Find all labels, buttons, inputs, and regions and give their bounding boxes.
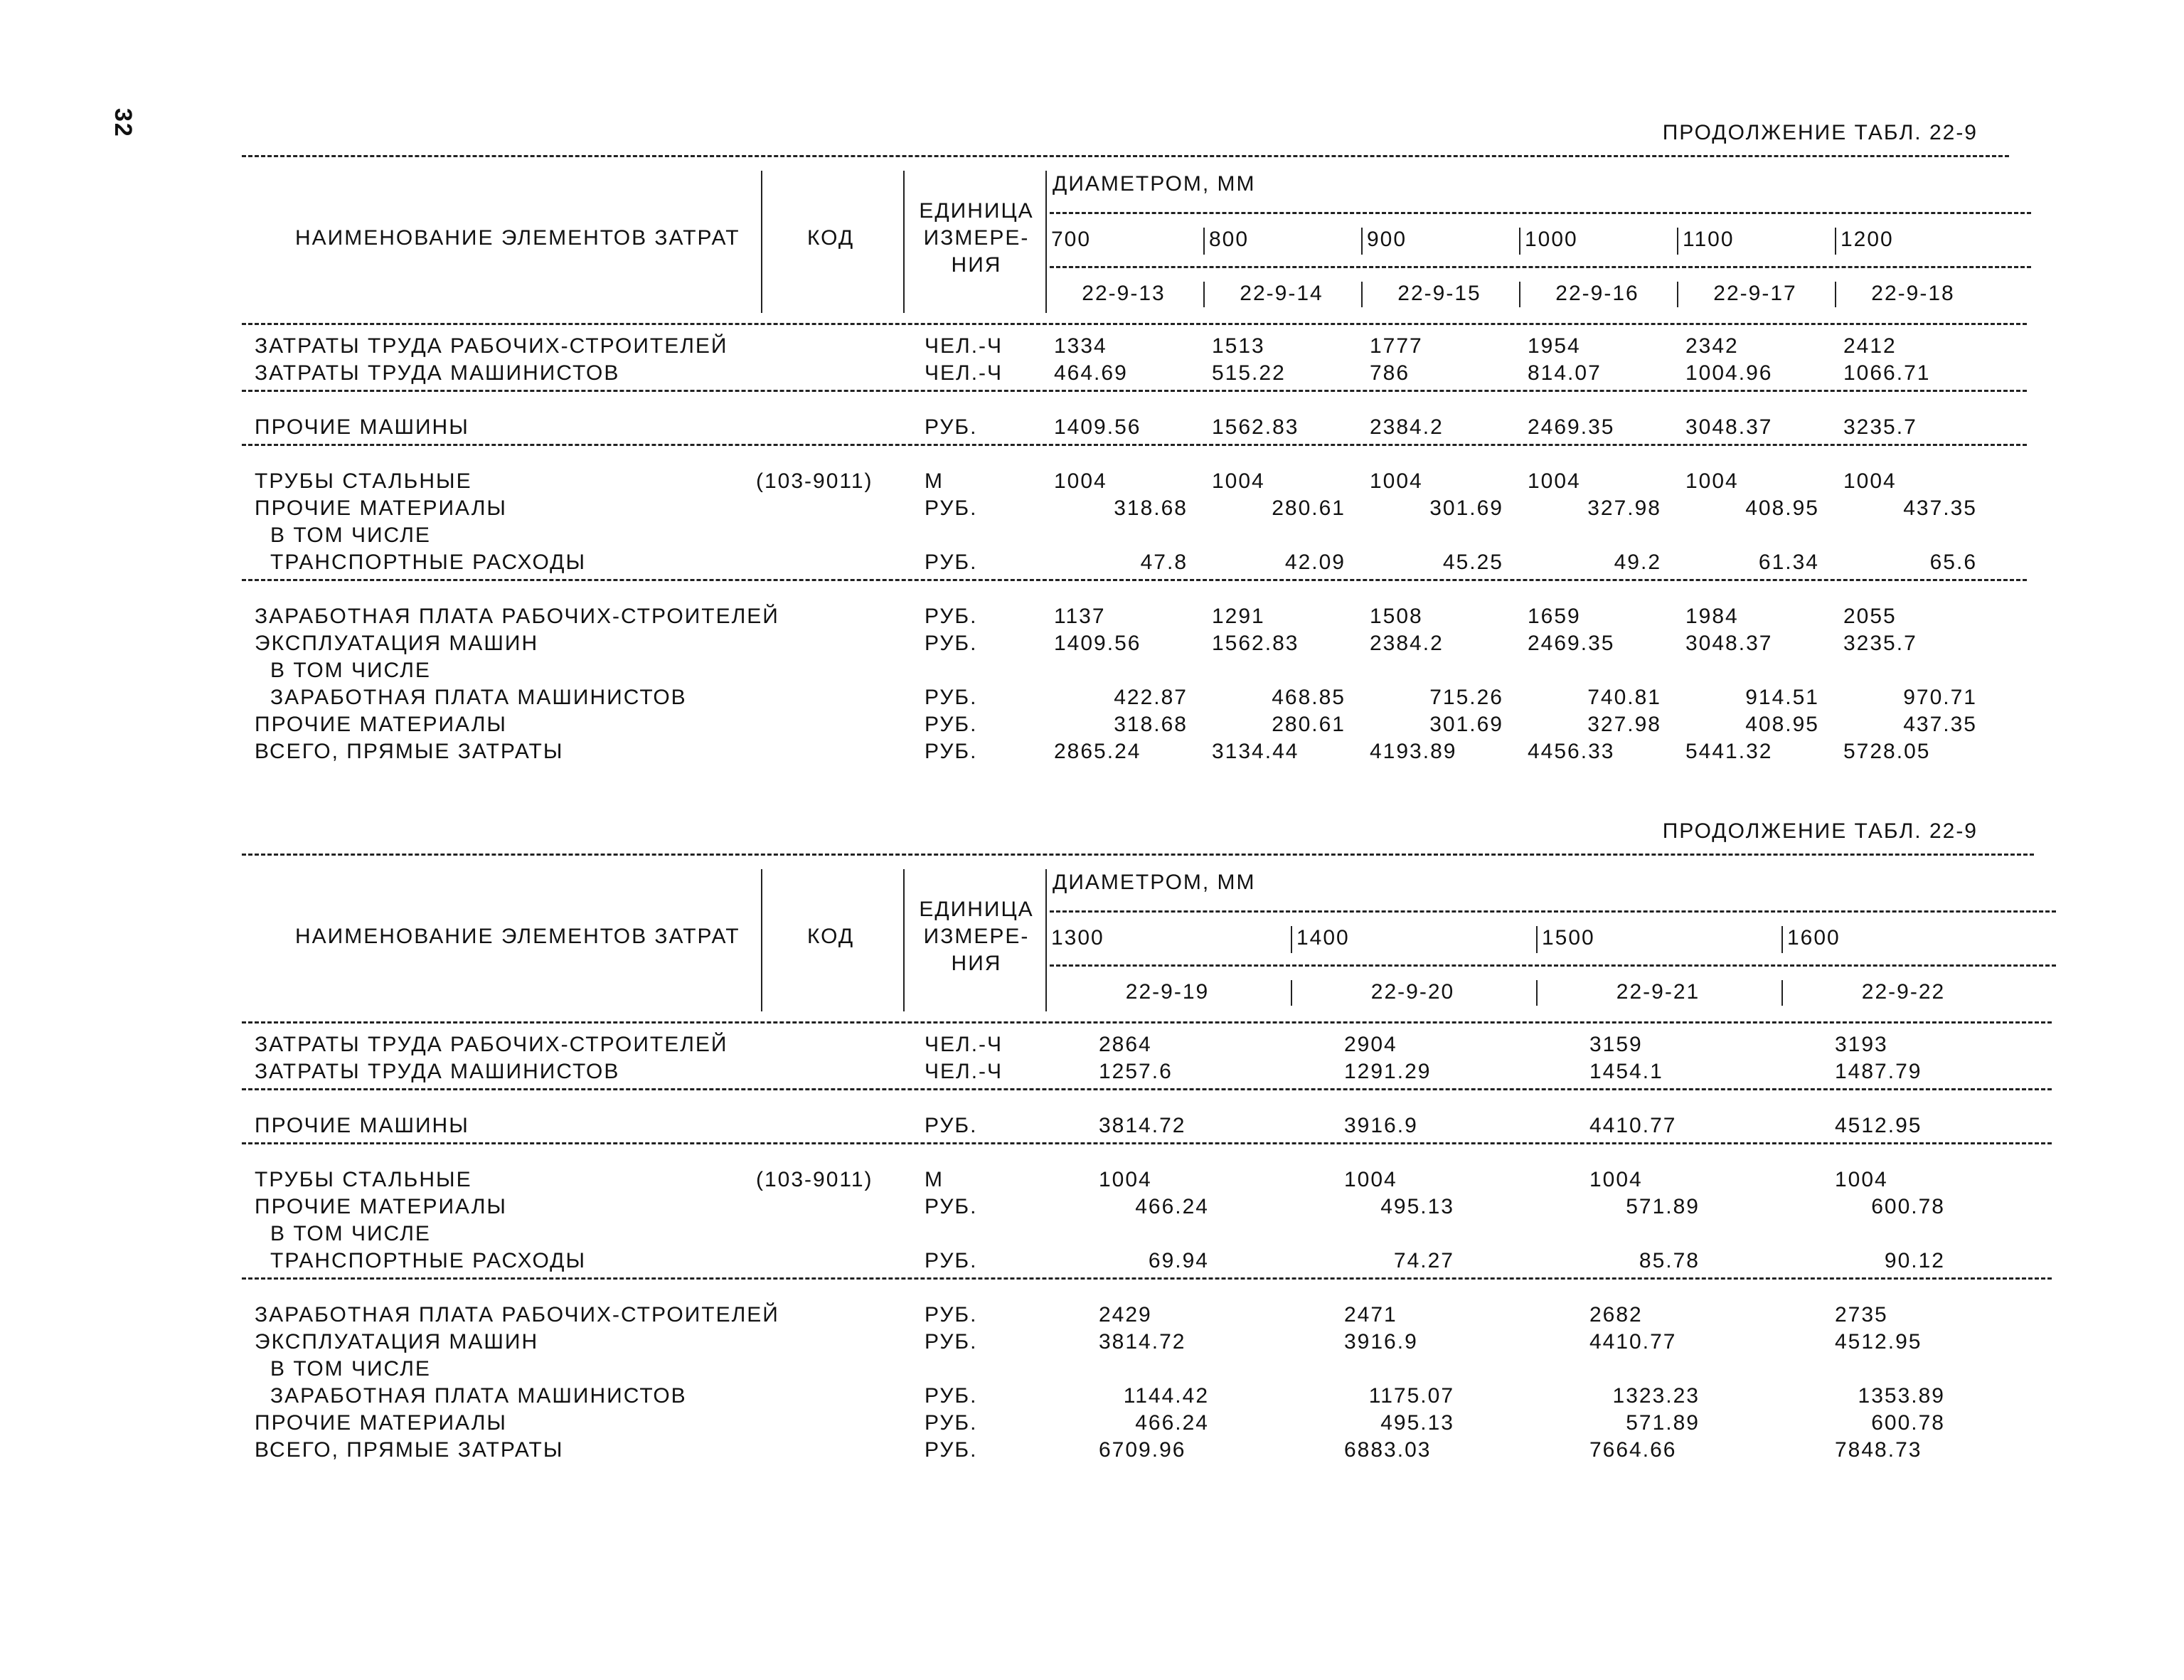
row-value: 1562.83 bbox=[1212, 415, 1299, 439]
row-label: ПРОЧИЕ МАШИНЫ bbox=[255, 415, 469, 439]
header-separator bbox=[903, 171, 905, 313]
header-rule bbox=[1050, 266, 2031, 268]
row-value: 571.89 bbox=[1626, 1195, 1700, 1218]
column-separator bbox=[1291, 980, 1292, 1006]
row-value: 1175.07 bbox=[1368, 1384, 1454, 1408]
row-value: 466.24 bbox=[1135, 1195, 1209, 1218]
row-value: 7848.73 bbox=[1835, 1438, 1922, 1462]
row-label: ПРОЧИЕ МАТЕРИАЛЫ bbox=[255, 496, 507, 520]
row-label: ПРОЧИЕ МАТЕРИАЛЫ bbox=[255, 713, 507, 736]
header-group: ДИАМЕТРОМ, ММ bbox=[1053, 871, 1256, 894]
row-label: ЭКСПЛУАТАЦИЯ МАШИН bbox=[255, 632, 539, 655]
row-unit: РУБ. bbox=[925, 1438, 978, 1462]
row-label: В ТОМ ЧИСЛЕ bbox=[270, 1222, 431, 1245]
column-separator bbox=[1361, 282, 1363, 307]
diameter-label: 1100 bbox=[1683, 228, 1735, 251]
row-value: 1004 bbox=[1685, 469, 1739, 493]
row-value: 1291 bbox=[1212, 605, 1265, 628]
column-separator bbox=[1536, 926, 1538, 953]
row-value: 1562.83 bbox=[1212, 632, 1299, 655]
row-label: ЗАРАБОТНАЯ ПЛАТА МАШИНИСТОВ bbox=[270, 686, 687, 709]
row-value: 4410.77 bbox=[1589, 1114, 1677, 1137]
row-value: 2412 bbox=[1843, 334, 1897, 358]
header-separator bbox=[1045, 171, 1047, 313]
row-value: 466.24 bbox=[1135, 1411, 1209, 1435]
row-unit: ЧЕЛ.-Ч bbox=[925, 334, 1003, 358]
row-value: 42.09 bbox=[1284, 551, 1346, 574]
row-code: (103-9011) bbox=[756, 469, 873, 493]
column-code: 22-9-22 bbox=[1861, 980, 1946, 1004]
row-label: ВСЕГО, ПРЯМЫЕ ЗАТРАТЫ bbox=[255, 740, 564, 763]
header-name: НАИМЕНОВАНИЕ ЭЛЕМЕНТОВ ЗАТРАТ bbox=[295, 226, 740, 250]
row-value: 4512.95 bbox=[1835, 1330, 1922, 1354]
row-value: 1004 bbox=[1099, 1168, 1152, 1191]
row-value: 2469.35 bbox=[1528, 415, 1615, 439]
row-label: ЗАРАБОТНАЯ ПЛАТА МАШИНИСТОВ bbox=[270, 1384, 687, 1408]
row-value: 3134.44 bbox=[1212, 740, 1299, 763]
row-unit: РУБ. bbox=[925, 1330, 978, 1354]
row-value: 1353.89 bbox=[1858, 1384, 1945, 1408]
column-code: 22-9-16 bbox=[1555, 282, 1639, 305]
diameter-label: 1600 bbox=[1787, 926, 1841, 950]
row-value: 2865.24 bbox=[1054, 740, 1141, 763]
column-code: 22-9-15 bbox=[1397, 282, 1481, 305]
row-value: 408.95 bbox=[1745, 496, 1819, 520]
row-value: 1323.23 bbox=[1612, 1384, 1700, 1408]
row-value: 3916.9 bbox=[1344, 1114, 1418, 1137]
header-unit-line: ЕДИНИЦА bbox=[919, 898, 1034, 921]
row-value: 1454.1 bbox=[1589, 1060, 1663, 1083]
diameter-label: 1400 bbox=[1296, 926, 1350, 950]
column-code: 22-9-13 bbox=[1082, 282, 1166, 305]
row-unit: РУБ. bbox=[925, 496, 978, 520]
row-value: 495.13 bbox=[1380, 1195, 1454, 1218]
column-separator bbox=[1519, 228, 1520, 255]
row-value: 2055 bbox=[1843, 605, 1897, 628]
header-bottom-rule bbox=[242, 1021, 2052, 1024]
row-label: ЗАТРАТЫ ТРУДА МАШИНИСТОВ bbox=[255, 1060, 620, 1083]
row-label: ПРОЧИЕ МАТЕРИАЛЫ bbox=[255, 1411, 507, 1435]
row-label: В ТОМ ЧИСЛЕ bbox=[270, 523, 431, 547]
row-value: 6883.03 bbox=[1344, 1438, 1432, 1462]
row-value: 2682 bbox=[1589, 1303, 1643, 1327]
header-separator bbox=[1045, 869, 1047, 1011]
row-value: 1487.79 bbox=[1835, 1060, 1922, 1083]
group-rule bbox=[242, 390, 2027, 392]
row-value: 1004 bbox=[1054, 469, 1107, 493]
row-label: ЭКСПЛУАТАЦИЯ МАШИН bbox=[255, 1330, 539, 1354]
row-value: 4456.33 bbox=[1528, 740, 1615, 763]
row-label: В ТОМ ЧИСЛЕ bbox=[270, 659, 431, 682]
header-name: НАИМЕНОВАНИЕ ЭЛЕМЕНТОВ ЗАТРАТ bbox=[295, 925, 740, 948]
row-value: 740.81 bbox=[1587, 686, 1661, 709]
row-value: 327.98 bbox=[1587, 713, 1661, 736]
row-value: 280.61 bbox=[1272, 713, 1346, 736]
header-bottom-rule bbox=[242, 323, 2027, 325]
column-separator bbox=[1835, 228, 1836, 255]
column-code: 22-9-17 bbox=[1713, 282, 1797, 305]
row-value: 1777 bbox=[1370, 334, 1423, 358]
diameter-label: 1200 bbox=[1841, 228, 1894, 251]
row-value: 970.71 bbox=[1903, 686, 1977, 709]
row-unit: РУБ. bbox=[925, 632, 978, 655]
group-rule bbox=[242, 579, 2027, 581]
row-value: 495.13 bbox=[1380, 1411, 1454, 1435]
column-code: 22-9-18 bbox=[1871, 282, 1955, 305]
header-separator bbox=[903, 869, 905, 1011]
row-value: 90.12 bbox=[1884, 1249, 1945, 1272]
header-code: КОД bbox=[807, 226, 855, 250]
row-unit: РУБ. bbox=[925, 686, 978, 709]
row-value: 1144.42 bbox=[1123, 1384, 1209, 1408]
group-rule bbox=[242, 1088, 2052, 1090]
row-label: ТРАНСПОРТНЫЕ РАСХОДЫ bbox=[270, 551, 587, 574]
row-value: 3235.7 bbox=[1843, 415, 1917, 439]
row-value: 318.68 bbox=[1114, 713, 1188, 736]
row-value: 65.6 bbox=[1929, 551, 1977, 574]
row-value: 3048.37 bbox=[1685, 632, 1773, 655]
row-value: 2342 bbox=[1685, 334, 1739, 358]
column-separator bbox=[1835, 282, 1836, 307]
row-value: 600.78 bbox=[1871, 1195, 1945, 1218]
row-value: 280.61 bbox=[1272, 496, 1346, 520]
column-separator bbox=[1203, 282, 1205, 307]
row-value: 5728.05 bbox=[1843, 740, 1931, 763]
row-value: 4512.95 bbox=[1835, 1114, 1922, 1137]
row-value: 2429 bbox=[1099, 1303, 1152, 1327]
row-value: 2469.35 bbox=[1528, 632, 1615, 655]
row-value: 1659 bbox=[1528, 605, 1581, 628]
row-value: 7664.66 bbox=[1589, 1438, 1677, 1462]
row-value: 1508 bbox=[1370, 605, 1423, 628]
column-separator bbox=[1536, 980, 1538, 1006]
row-value: 3916.9 bbox=[1344, 1330, 1418, 1354]
row-value: 464.69 bbox=[1054, 361, 1128, 385]
row-value: 437.35 bbox=[1903, 496, 1977, 520]
group-rule bbox=[242, 444, 2027, 446]
row-value: 814.07 bbox=[1528, 361, 1602, 385]
row-value: 468.85 bbox=[1272, 686, 1346, 709]
row-value: 1409.56 bbox=[1054, 632, 1141, 655]
row-value: 571.89 bbox=[1626, 1411, 1700, 1435]
header-rule bbox=[1050, 964, 2056, 967]
row-label: ПРОЧИЕ МАТЕРИАЛЫ bbox=[255, 1195, 507, 1218]
row-value: 2384.2 bbox=[1370, 415, 1444, 439]
row-unit: РУБ. bbox=[925, 1249, 978, 1272]
row-value: 301.69 bbox=[1429, 713, 1503, 736]
row-value: 47.8 bbox=[1140, 551, 1188, 574]
row-value: 2735 bbox=[1835, 1303, 1888, 1327]
row-label: ЗАТРАТЫ ТРУДА МАШИНИСТОВ bbox=[255, 361, 620, 385]
row-value: 318.68 bbox=[1114, 496, 1188, 520]
row-value: 600.78 bbox=[1871, 1411, 1945, 1435]
row-label: ТРУБЫ СТАЛЬНЫЕ bbox=[255, 1168, 472, 1191]
row-value: 1004 bbox=[1528, 469, 1581, 493]
header-rule bbox=[1050, 910, 2056, 913]
column-separator bbox=[1781, 926, 1783, 953]
row-value: 914.51 bbox=[1745, 686, 1819, 709]
header-unit-line: НИЯ bbox=[951, 253, 1002, 277]
row-value: 301.69 bbox=[1429, 496, 1503, 520]
row-value: 1984 bbox=[1685, 605, 1739, 628]
header-unit-line: ИЗМЕРЕ- bbox=[923, 925, 1030, 948]
row-unit: РУБ. bbox=[925, 551, 978, 574]
row-value: 61.34 bbox=[1758, 551, 1819, 574]
diameter-label: 700 bbox=[1051, 228, 1092, 251]
row-unit: РУБ. bbox=[925, 713, 978, 736]
row-value: 1004 bbox=[1370, 469, 1423, 493]
row-value: 6709.96 bbox=[1099, 1438, 1186, 1462]
column-separator bbox=[1781, 980, 1783, 1006]
row-value: 1137 bbox=[1054, 605, 1106, 628]
row-label: ТРУБЫ СТАЛЬНЫЕ bbox=[255, 469, 472, 493]
row-label: ТРАНСПОРТНЫЕ РАСХОДЫ bbox=[270, 1249, 587, 1272]
group-rule bbox=[242, 1277, 2052, 1280]
diameter-label: 1000 bbox=[1525, 228, 1578, 251]
row-value: 715.26 bbox=[1429, 686, 1503, 709]
column-separator bbox=[1203, 228, 1205, 255]
row-unit: РУБ. bbox=[925, 1303, 978, 1327]
row-value: 4410.77 bbox=[1589, 1330, 1677, 1354]
header-group: ДИАМЕТРОМ, ММ bbox=[1053, 172, 1256, 196]
row-value: 1066.71 bbox=[1843, 361, 1931, 385]
row-value: 2384.2 bbox=[1370, 632, 1444, 655]
row-unit: М bbox=[925, 469, 944, 493]
row-value: 786 bbox=[1370, 361, 1410, 385]
row-label: ЗАРАБОТНАЯ ПЛАТА РАБОЧИХ-СТРОИТЕЛЕЙ bbox=[255, 605, 779, 628]
row-label: ЗАТРАТЫ ТРУДА РАБОЧИХ-СТРОИТЕЛЕЙ bbox=[255, 334, 728, 358]
row-value: 1004 bbox=[1212, 469, 1265, 493]
row-unit: ЧЕЛ.-Ч bbox=[925, 1033, 1003, 1056]
row-value: 1004 bbox=[1835, 1168, 1888, 1191]
table-caption: ПРОДОЛЖЕНИЕ ТАБЛ. 22-9 bbox=[1662, 121, 1978, 144]
row-value: 3193 bbox=[1835, 1033, 1888, 1056]
row-value: 1004 bbox=[1589, 1168, 1643, 1191]
header-code: КОД bbox=[807, 925, 855, 948]
column-separator bbox=[1519, 282, 1520, 307]
column-separator bbox=[1291, 926, 1292, 953]
row-value: 1004.96 bbox=[1685, 361, 1773, 385]
row-unit: РУБ. bbox=[925, 1114, 978, 1137]
row-label: ВСЕГО, ПРЯМЫЕ ЗАТРАТЫ bbox=[255, 1438, 564, 1462]
row-value: 4193.89 bbox=[1370, 740, 1457, 763]
row-value: 3159 bbox=[1589, 1033, 1643, 1056]
diameter-label: 900 bbox=[1367, 228, 1407, 251]
row-label: ЗАТРАТЫ ТРУДА РАБОЧИХ-СТРОИТЕЛЕЙ bbox=[255, 1033, 728, 1056]
row-value: 515.22 bbox=[1212, 361, 1286, 385]
row-unit: РУБ. bbox=[925, 1195, 978, 1218]
diameter-label: 1300 bbox=[1051, 926, 1104, 950]
row-value: 437.35 bbox=[1903, 713, 1977, 736]
top-rule bbox=[242, 854, 2034, 856]
row-unit: РУБ. bbox=[925, 740, 978, 763]
row-value: 1513 bbox=[1212, 334, 1265, 358]
row-value: 422.87 bbox=[1114, 686, 1188, 709]
diameter-label: 1500 bbox=[1542, 926, 1595, 950]
row-value: 1409.56 bbox=[1054, 415, 1141, 439]
row-value: 3814.72 bbox=[1099, 1114, 1186, 1137]
row-code: (103-9011) bbox=[756, 1168, 873, 1191]
row-value: 3048.37 bbox=[1685, 415, 1773, 439]
row-value: 2471 bbox=[1344, 1303, 1397, 1327]
column-separator bbox=[1677, 228, 1678, 255]
column-separator bbox=[1361, 228, 1363, 255]
row-value: 45.25 bbox=[1442, 551, 1503, 574]
column-code: 22-9-14 bbox=[1240, 282, 1323, 305]
header-separator bbox=[761, 171, 762, 313]
header-unit-line: ИЗМЕРЕ- bbox=[923, 226, 1030, 250]
column-separator bbox=[1677, 282, 1678, 307]
header-rule bbox=[1050, 212, 2031, 214]
row-unit: ЧЕЛ.-Ч bbox=[925, 361, 1003, 385]
row-unit: РУБ. bbox=[925, 415, 978, 439]
row-label: ЗАРАБОТНАЯ ПЛАТА РАБОЧИХ-СТРОИТЕЛЕЙ bbox=[255, 1303, 779, 1327]
column-code: 22-9-20 bbox=[1370, 980, 1455, 1004]
row-value: 1954 bbox=[1528, 334, 1581, 358]
row-label: В ТОМ ЧИСЛЕ bbox=[270, 1357, 431, 1381]
row-value: 74.27 bbox=[1393, 1249, 1454, 1272]
row-value: 85.78 bbox=[1639, 1249, 1700, 1272]
table-caption: ПРОДОЛЖЕНИЕ ТАБЛ. 22-9 bbox=[1662, 819, 1978, 843]
row-unit: РУБ. bbox=[925, 1411, 978, 1435]
row-value: 1334 bbox=[1054, 334, 1107, 358]
top-rule bbox=[242, 155, 2009, 157]
row-value: 49.2 bbox=[1614, 551, 1661, 574]
row-value: 69.94 bbox=[1148, 1249, 1209, 1272]
column-code: 22-9-19 bbox=[1125, 980, 1210, 1004]
row-unit: ЧЕЛ.-Ч bbox=[925, 1060, 1003, 1083]
row-value: 3235.7 bbox=[1843, 632, 1917, 655]
row-value: 1257.6 bbox=[1099, 1060, 1173, 1083]
page-number: 32 bbox=[110, 108, 137, 138]
header-unit-line: НИЯ bbox=[951, 952, 1002, 975]
group-rule bbox=[242, 1142, 2052, 1144]
column-code: 22-9-21 bbox=[1616, 980, 1700, 1004]
row-unit: РУБ. bbox=[925, 605, 978, 628]
row-value: 5441.32 bbox=[1685, 740, 1773, 763]
row-unit: М bbox=[925, 1168, 944, 1191]
row-value: 1291.29 bbox=[1344, 1060, 1432, 1083]
row-value: 2904 bbox=[1344, 1033, 1397, 1056]
header-unit-line: ЕДИНИЦА bbox=[919, 199, 1034, 223]
row-value: 3814.72 bbox=[1099, 1330, 1186, 1354]
row-value: 2864 bbox=[1099, 1033, 1152, 1056]
row-value: 1004 bbox=[1344, 1168, 1397, 1191]
diameter-label: 800 bbox=[1209, 228, 1250, 251]
header-separator bbox=[761, 869, 762, 1011]
row-value: 408.95 bbox=[1745, 713, 1819, 736]
row-value: 1004 bbox=[1843, 469, 1897, 493]
row-label: ПРОЧИЕ МАШИНЫ bbox=[255, 1114, 469, 1137]
row-unit: РУБ. bbox=[925, 1384, 978, 1408]
row-value: 327.98 bbox=[1587, 496, 1661, 520]
